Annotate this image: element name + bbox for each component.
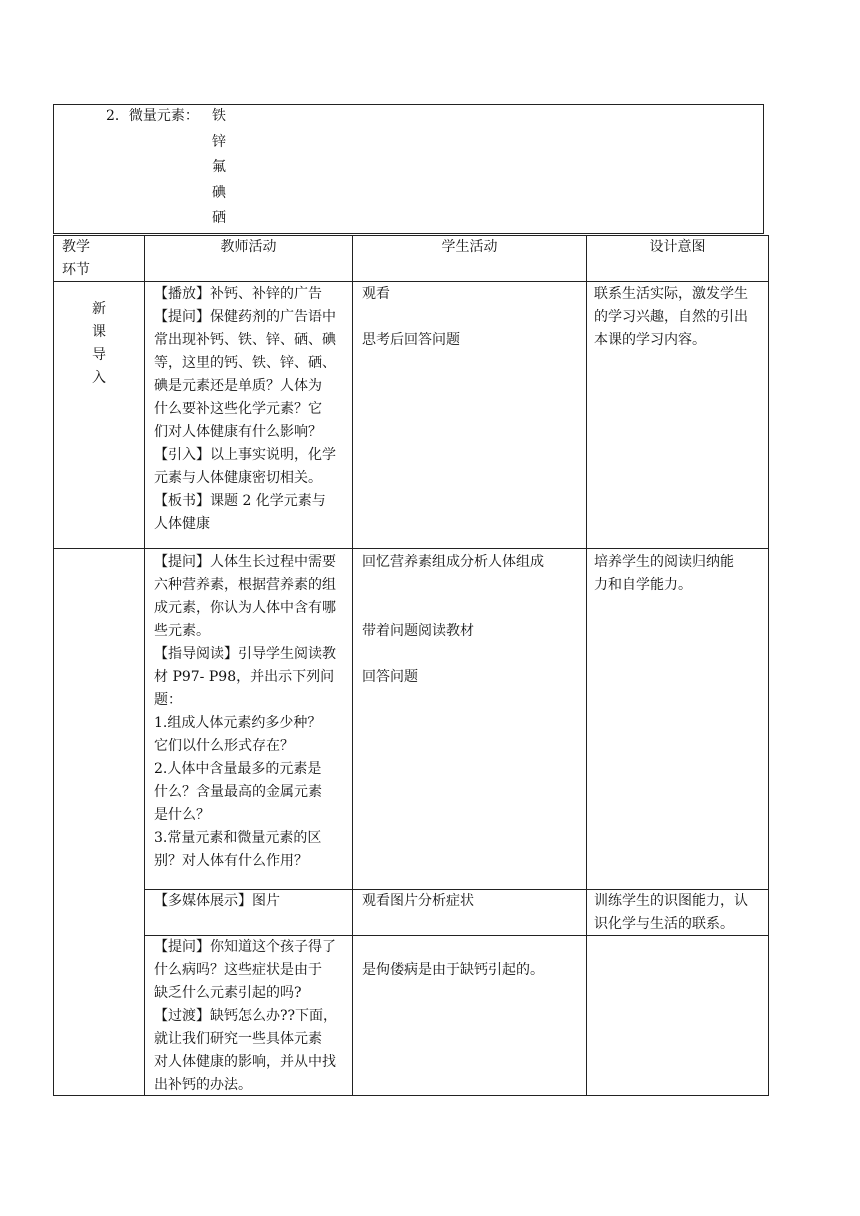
- row2-design-intent: 培养学生的阅读归纳能 力和自学能力。: [594, 554, 734, 593]
- stage-new-lesson-intro: 新 课 导 入: [92, 301, 106, 386]
- header-intent: 设计意图: [649, 239, 706, 255]
- element-iron: 铁: [212, 108, 226, 124]
- trace-elements-list: [212, 104, 226, 232]
- row4-student-activity: 是佝偻病是由于缺钙引起的。: [362, 962, 544, 978]
- row3-teacher-activity: 【多媒体展示】图片: [154, 893, 280, 909]
- element-fluorine: 氟: [212, 159, 226, 175]
- row3-design-intent: 训练学生的识图能力，认 识化学与生活的联系。: [594, 893, 748, 932]
- element-zinc: 锌: [212, 133, 226, 150]
- element-selenium: 硒: [212, 210, 226, 226]
- header-student: 学生活动: [441, 239, 498, 255]
- element-iodine: 碘: [212, 184, 226, 201]
- row2-student-activity: 回忆营养素组成分析人体组成 带着问题阅读教材 回答问题: [362, 554, 544, 685]
- row1-teacher-activity: 【播放】补钙、补锌的广告 【提问】保健药剂的广告语中 常出现补钙、铁、锌、硒、碘 等，这里的钙、铁、锌、硒、 碘是元素还是单质？人体为 什么要补这些化学元素？它 们对人体健康有什么影响？ 【引入】以上事实说明，化学 元素与人体健康密切相关。 【板书】课题 2 化学元素与 人体健康: [154, 286, 336, 532]
- row3-student-activity: 观看图片分析症状: [362, 893, 474, 909]
- header-teacher: 教师活动: [220, 239, 277, 255]
- row2-teacher-activity: 【提问】人体生长过程中需要 六种营养素，根据营养素的组 成元素，你认为人体中含有哪 些元素。 【指导阅读】引导学生阅读教 材 P97- P98，并出示下列问 题： 1.组成人体元素约多少种？ 它们以什么形式存在？ 2.人体中含量最多的元素是 什么？含量最高的金属元素 是什么？ 3.常量元素和微量元素的区 别？对人体有什么作用？: [154, 554, 336, 869]
- row1-student-activity: 观看 思考后回答问题: [362, 286, 460, 348]
- row1-design-intent: 联系生活实际，激发学生 的学习兴趣，自然的引出 本课的学习内容。: [594, 286, 748, 348]
- trace-elements-heading: 2．微量元素：: [106, 108, 199, 124]
- header-stage: 教学 环节: [62, 239, 90, 278]
- row4-teacher-activity: 【提问】你知道这个孩子得了 什么病吗？这些症状是由于 缺乏什么元素引起的吗? 【过渡】缺钙怎么办??下面， 就让我们研究一些具体元素 对人体健康的影响，并从中找 出补钙的办法。: [154, 939, 338, 1093]
